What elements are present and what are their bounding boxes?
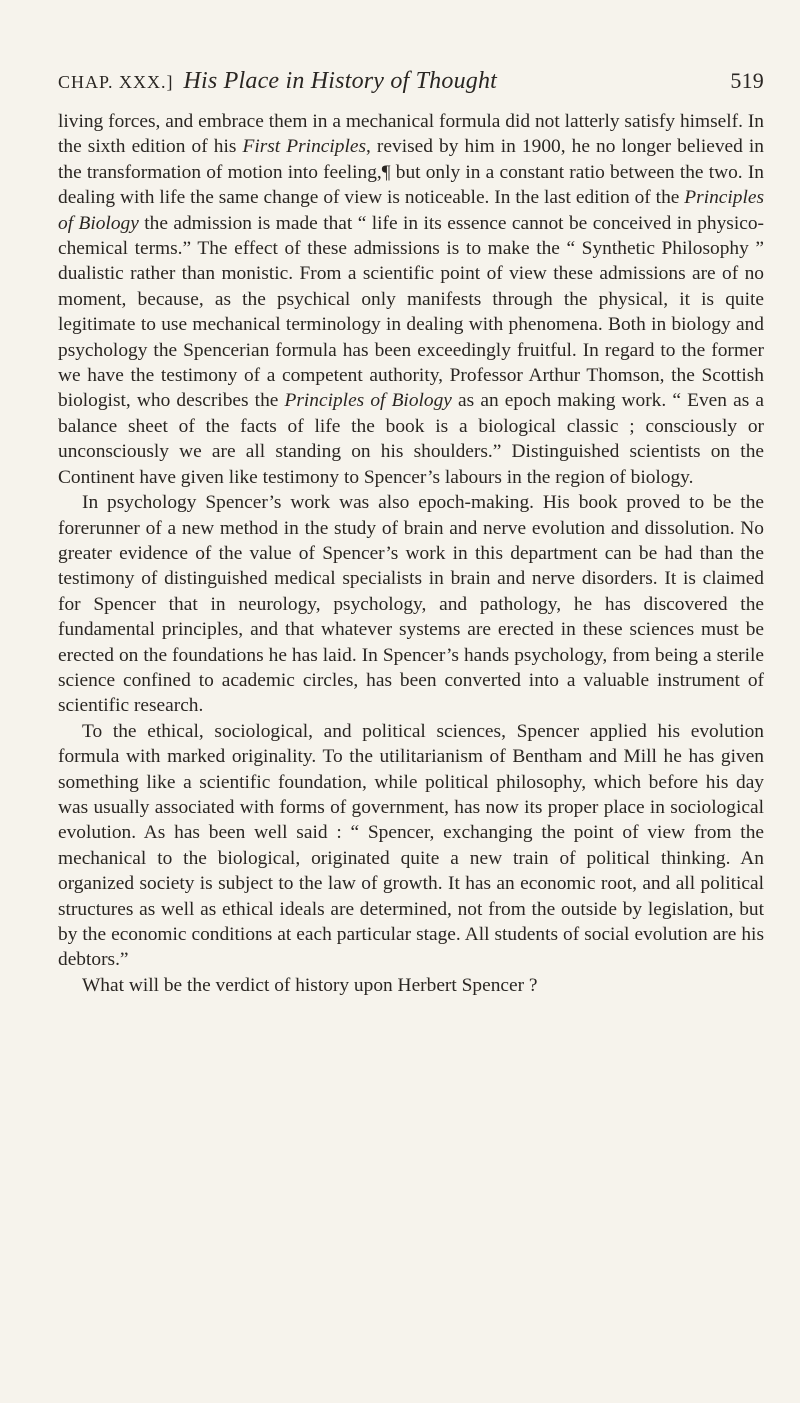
italic-title: Principles of Biology <box>284 390 452 412</box>
chapter-marker: CHAP. XXX.] <box>58 72 174 92</box>
paragraph <box>58 109 764 490</box>
text-run: In psychology Spencer’s work was also epoch-making. His book proved to be the forerunner of a new method in the study of brain and nerve evolution and dissolution. No greater evidence of the value of Spencer’s work in this department can be had than the testimony of distinguished medical specialists in brain and nerve disorders. It is claimed for Spencer that in neurology, psychology, and pathology, he has discovered the fundamental principles, and that whatever systems are erected in these sciences must be erected on the foundations he has laid. In Spencer’s hands psychology, from being a sterile science confined to academic circles, has been converted into a valuable instrument of scientific research. <box>58 492 764 717</box>
text-run: as an epoch making work. “ Even as a balance sheet of the facts of life the book is a biological classic ; consciously or unconsciously we are all standing on his shoulders.” Distinguished scientists on the Continent have given like testimony to Spencer’s labours in the region of biology. <box>58 390 764 488</box>
text-run: living forces, and embrace them in a mechanical formula did not latterly satisfy himself. In the sixth edition of his <box>58 111 764 158</box>
text-run: To the ethical, sociological, and political sciences, Spencer applied his evolution formula with marked originality. To the utilitarianism of Bentham and Mill he has given something like a scientific foundation, while political philosophy, which before his day was usually associated with forms of government, has now its proper place in sociological evolution. As has been well said : “ Spencer, exchanging the point of view from the mechanical to the biological, originated quite a new train of political thinking. An organized society is subject to the law of growth. It has an economic root, and all political structures as well as ethical ideals are determined, not from the outside by legislation, but by the economic conditions at each particular stage. All students of social evolution are his debtors.” <box>58 720 764 971</box>
running-header <box>58 68 764 95</box>
italic-title: First Principles <box>242 136 366 158</box>
body-text <box>58 109 764 998</box>
paragraph <box>58 490 764 719</box>
paragraph <box>58 973 764 998</box>
text-run: , revised by him in 1900, he no longer believed in the transformation of motion into feeling,¶ but only in a constant ratio between the two. In dealing with life the same change of view is noticeable. In the last edition of the <box>58 136 764 209</box>
paragraph <box>58 719 764 973</box>
book-page <box>58 68 764 998</box>
italic-title: Principles of Biology <box>58 187 764 234</box>
text-run: What will be the verdict of history upon Herbert Spencer ? <box>82 974 538 996</box>
page-number: 519 <box>730 68 764 93</box>
text-run: the admission is made that “ life in its essence cannot be conceived in physico-chemical terms.” The effect of these admissions is to make the “ Synthetic Philosophy ” dualistic rather than monistic. From a scientific point of view these admissions are of no moment, because, as the psychical only manifests through the physical, it is quite legitimate to use mechanical terminology in dealing with phenomena. Both in biology and psychology the Spencerian formula has been exceedingly fruitful. In regard to the former we have the testimony of a competent authority, Professor Arthur Thomson, the Scottish biologist, who describes the <box>58 212 764 412</box>
running-title: His Place in History of Thought <box>183 68 498 94</box>
